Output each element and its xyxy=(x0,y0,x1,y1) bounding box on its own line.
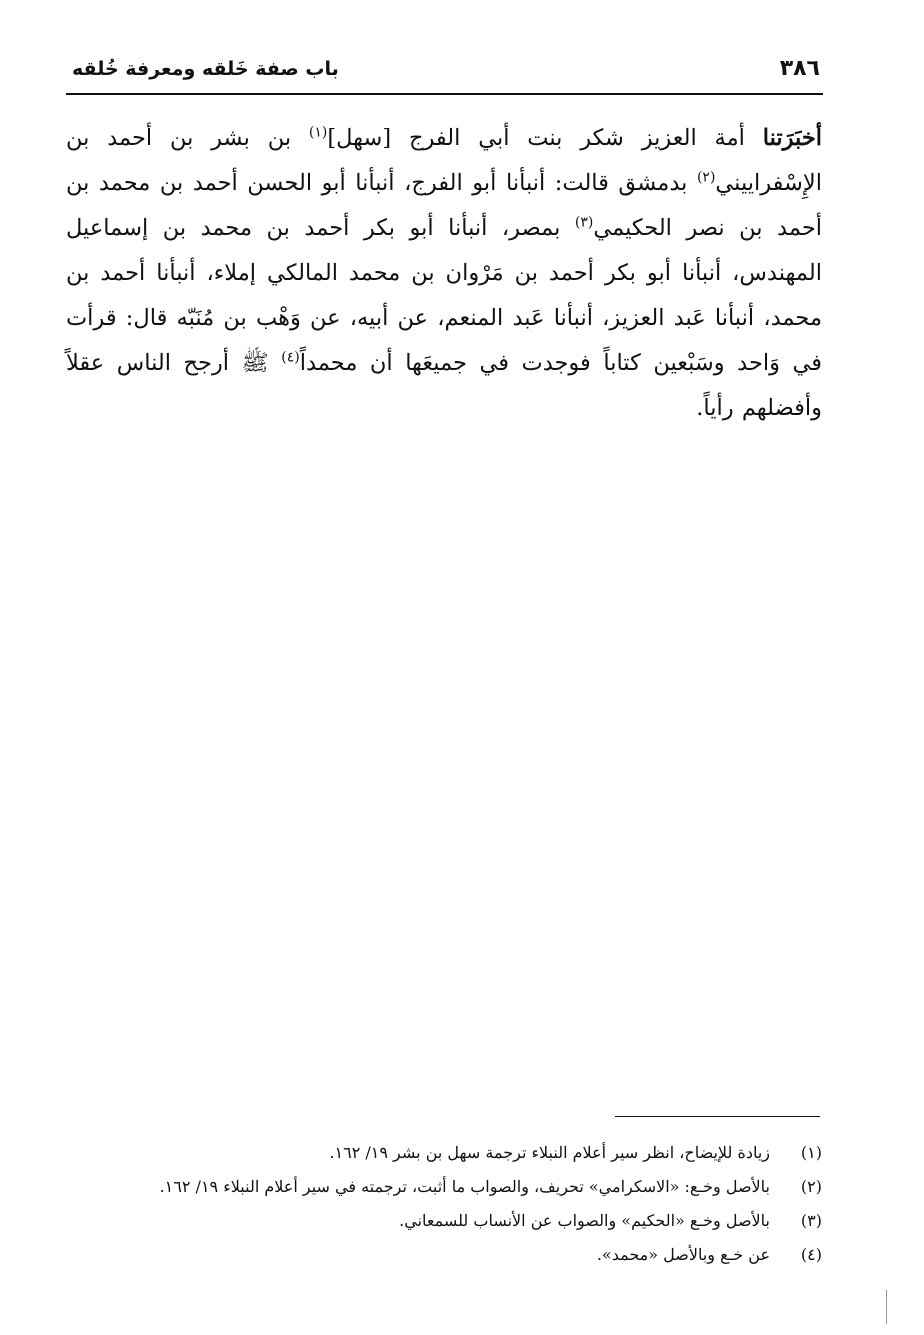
text-segment-1: أمة العزيز شكر بنت أبي الفرج [سهل] xyxy=(327,125,763,151)
lead-word: أخبَرَتنا xyxy=(762,125,822,151)
footnote-text: زيادة للإيضاح، انظر سير أعلام النبلاء ترجمة سهل بن بشر ١٩/ ١٦٢. xyxy=(329,1143,770,1162)
footnote-ref-3: (٣) xyxy=(574,214,594,231)
footnote-number: (٢) xyxy=(800,1177,822,1196)
text-segment-2: بن بشر بن أحمد بن الإِسْفراييني xyxy=(66,125,822,196)
footnote-3 xyxy=(66,1204,822,1238)
text-segment-4: بمصر، أنبأنا أبو بكر أحمد بن محمد بن إسماعيل المهندس، أنبأنا أبو بكر أحمد بن مَرْوان بن محمد المالكي إملاء، أنبأنا أحمد بن محمد، أنبأنا عَبد العزيز، أنبأنا عَبد المنعم، عن أبيه، عن وَهْب بن مُنَبّه قال: قرأت في وَاحد وسَبْعين كتاباً فوجدت في جميعَها أن محمداً xyxy=(66,215,822,376)
footnote-2 xyxy=(66,1170,822,1204)
footnote-number: (١) xyxy=(800,1143,822,1162)
footnote-1 xyxy=(66,1136,822,1170)
footnote-text: عن خـع وبالأصل «محمد». xyxy=(596,1245,770,1264)
footnote-4 xyxy=(66,1238,822,1272)
footnote-text: بالأصل وخـع «الحكيم» والصواب عن الأنساب للسمعاني. xyxy=(399,1211,770,1230)
text-segment-5: ﷺ أرجح الناس عقلاً وأفضلهم رأياً. xyxy=(66,350,822,421)
footnote-rule xyxy=(615,1116,820,1117)
footnotes xyxy=(66,1136,822,1272)
header-rule xyxy=(66,93,823,95)
footnote-number: (٤) xyxy=(800,1245,822,1264)
scan-edge-mark xyxy=(886,1290,887,1324)
running-head: باب صفة خَلقه ومعرفة خُلقه xyxy=(72,58,339,80)
footnote-ref-4: (٤) xyxy=(281,349,300,366)
page-number: ٣٨٦ xyxy=(779,56,820,81)
footnote-text: بالأصل وخـع: «الاسكرامي» تحريف، والصواب ما أثبت، ترجمته في سير أعلام النبلاء ١٩/ ١٦٢. xyxy=(159,1177,770,1196)
footnote-ref-1: (١) xyxy=(308,124,328,141)
footnote-number: (٣) xyxy=(800,1211,822,1230)
footnote-ref-2: (٢) xyxy=(696,169,716,186)
main-text xyxy=(66,116,822,431)
page-header xyxy=(66,52,824,92)
text-segment-3: بدمشق قالت: أنبأنا أبو الفرج، أنبأنا أبو الحسن أحمد بن محمد بن أحمد بن نصر الحكيمي xyxy=(66,170,822,241)
